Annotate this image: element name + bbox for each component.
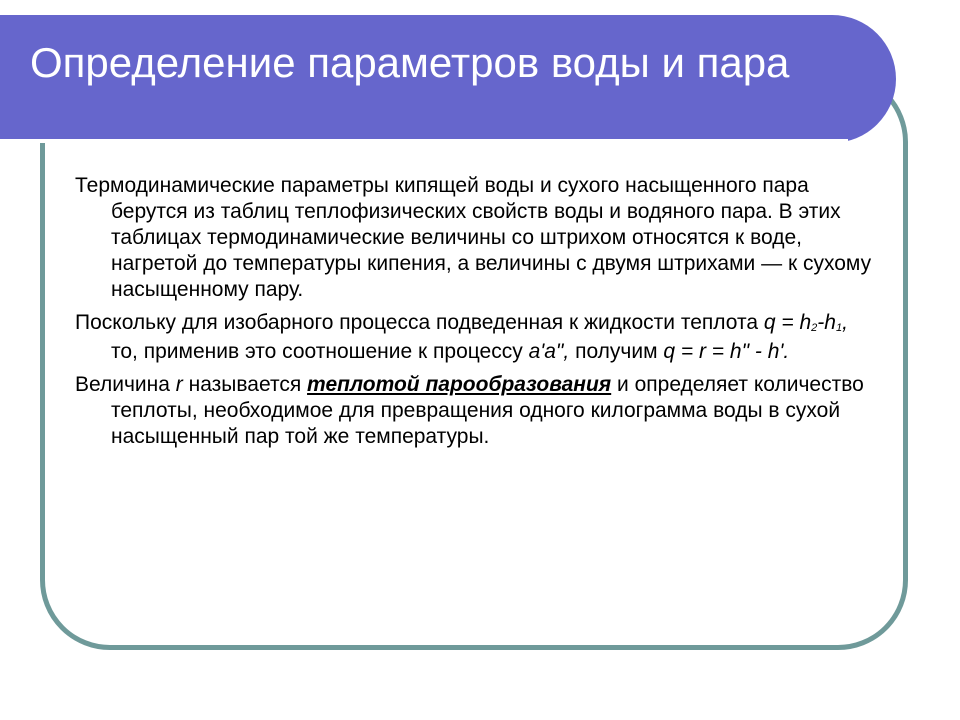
subscript-2: 2 [811,322,818,334]
subscript-1: 1 [835,322,843,334]
term-heat-of-vaporization[interactable]: теплотой парообразования [307,373,612,396]
p2-text-3: получим [569,340,664,363]
variable-r: r [175,373,183,396]
formula-comma: , [842,311,848,334]
paragraph-1-text: Термодинамические параметры кипящей воды и сухого насыщенного пара берутся из таблиц теплофизических свойств воды и водяного пара. В этих таблицах термодинамические величины со штрихом относятся к воде, нагретой до температуры кипения, а величины с двумя штрихами — к сухому насыщенному пару. [75,174,872,301]
p3-text-3: и определяет количество теплоты, необходимое для превращения одного килограмма воды в сухой насыщенный пар той же температуры. [111,373,864,448]
process-aa: a'a", [528,340,570,363]
slide-title: Определение параметров воды и пара [30,39,790,86]
p3-text-1: Величина [75,373,176,396]
paragraph-3 [75,372,875,450]
formula-q-r-h: q = r = h" - h'. [663,340,790,363]
formula-minus-h1: -h [817,311,836,334]
formula-q-h2: q = h [763,311,812,334]
p2-text-1: Поскольку для изобарного процесса подведенная к жидкости теплота [75,311,764,334]
paragraph-2 [75,310,875,365]
title-bar [0,15,896,143]
p2-text-2: то, применив это соотношение к процессу [111,340,529,363]
p3-text-2: называется [182,373,308,396]
slide-body [75,173,875,457]
paragraph-1 [75,173,875,303]
title-underline [0,139,848,143]
